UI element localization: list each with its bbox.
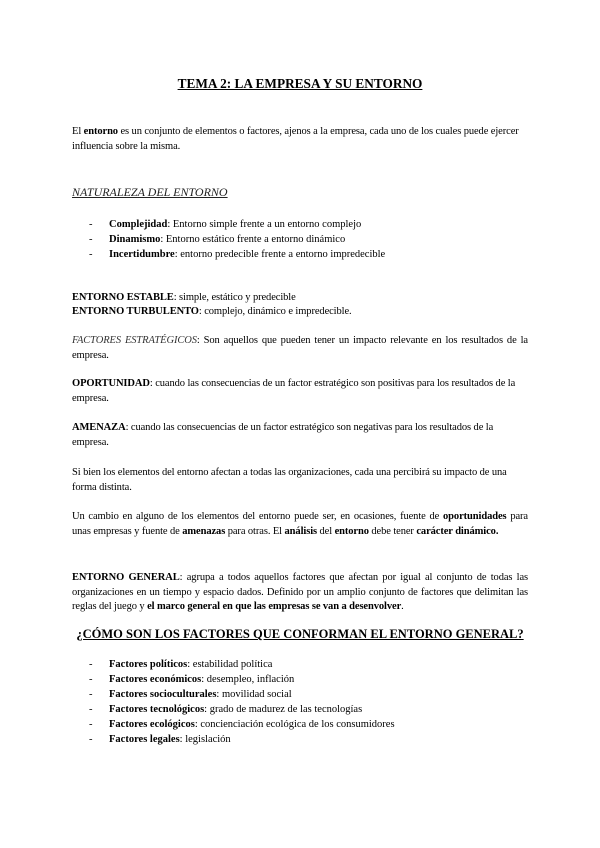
- list-item: [89, 732, 529, 747]
- cambio-text: para unas empresas y fuente de: [72, 511, 528, 537]
- item-term: Factores socioculturales: [109, 689, 217, 700]
- item-term: Factores ecológicos: [109, 719, 195, 730]
- si-bien-paragraph: Si bien los elementos del entorno afectan a todas las organizaciones, cada una percibirá su impacto de una forma distinta.: [72, 467, 507, 493]
- factores-estrategicos-paragraph: [72, 334, 528, 363]
- item-desc: : concienciación ecológica de los consumidores: [194, 719, 395, 730]
- oportunidad-term: OPORTUNIDAD: [72, 378, 150, 389]
- oportunidades-term: oportunidades: [443, 511, 507, 522]
- item-desc: : entorno predecible frente a entorno impredecible: [174, 249, 386, 260]
- item-term: Factores económicos: [109, 674, 202, 685]
- amenaza-desc: : cuando las consecuencias de un factor estratégico son negativas para los resultados de la empresa.: [72, 422, 494, 448]
- amenazas-term: amenazas: [182, 525, 226, 537]
- item-term: Complejidad: [109, 219, 168, 230]
- intro-paragraph: [72, 125, 528, 154]
- oportunidad-desc: : cuando las consecuencias de un factor estratégico son positivas para los resultados de la empresa.: [72, 378, 516, 404]
- item-desc: : estabilidad política: [187, 659, 273, 670]
- estable-line: [72, 291, 528, 306]
- item-term: Dinamismo: [109, 234, 161, 245]
- amenaza-paragraph: [72, 421, 528, 450]
- intro-term: entorno: [83, 126, 118, 137]
- list-item: [89, 717, 529, 732]
- factores-list: [89, 657, 529, 747]
- item-desc: : legislación: [179, 734, 231, 745]
- item-term: Factores tecnológicos: [109, 704, 205, 715]
- cambio-text: del: [317, 525, 335, 537]
- list-item: [89, 217, 529, 232]
- entorno-general-term: ENTORNO GENERAL: [72, 572, 180, 583]
- intro-text-pre: El: [72, 126, 84, 137]
- marco-general-term: el marco general en que las empresas se van a desenvolver: [147, 601, 402, 612]
- analisis-term: análisis: [284, 525, 317, 537]
- estable-term: ENTORNO ESTABLE: [72, 292, 174, 303]
- item-desc: : Entorno simple frente a un entorno complejo: [167, 219, 362, 230]
- cambio-text: debe tener: [368, 525, 417, 537]
- cambio-text: para otras. El: [225, 525, 285, 537]
- naturaleza-heading: NATURALEZA DEL ENTORNO: [72, 185, 228, 199]
- list-item: [89, 657, 529, 672]
- caracter-dinamico-term: carácter dinámico.: [416, 525, 499, 537]
- item-desc: : grado de madurez de las tecnologías: [204, 704, 363, 715]
- list-item: [89, 687, 529, 702]
- naturaleza-list: [89, 217, 529, 262]
- factores-estrategicos-term: FACTORES ESTRATÉGICOS: [72, 335, 197, 346]
- item-term: Incertidumbre: [109, 249, 175, 260]
- oportunidad-paragraph: [72, 377, 528, 406]
- item-term: Factores políticos: [109, 659, 188, 670]
- list-item: [89, 247, 529, 262]
- intro-text-post: es un conjunto de elementos o factores, ajenos a la empresa, cada uno de los cuales puede ejercer influencia sobre la misma.: [72, 126, 519, 152]
- entorno-general-paragraph: [72, 571, 528, 615]
- estable-desc: : simple, estático y predecible: [173, 292, 296, 303]
- list-item: [89, 232, 529, 247]
- entorno-term: entorno: [334, 525, 369, 537]
- item-desc: : desempleo, inflación: [201, 674, 295, 685]
- factores-estrategicos-desc: : Son aquellos que pueden tener un impacto relevante en los resultados de la empresa.: [72, 335, 528, 361]
- factores-question-heading: ¿CÓMO SON LOS FACTORES QUE CONFORMAN EL ENTORNO GENERAL?: [76, 627, 524, 641]
- cambio-text: Un cambio en alguno de los elementos del entorno puede ser, en ocasiones, fuente de: [72, 511, 444, 522]
- item-desc: : movilidad social: [216, 689, 292, 700]
- turbulento-desc: : complejo, dinámico e impredecible.: [198, 306, 352, 317]
- entorno-general-text: : agrupa a todos aquellos factores que afectan por igual al conjunto de todas las organizaciones en un tiempo y espacio dados. Definido por un amplio conjunto de factores que delimitan las reglas del juego y: [72, 572, 528, 612]
- page-title: TEMA 2: LA EMPRESA Y SU ENTORNO: [177, 76, 423, 91]
- item-desc: : Entorno estático frente a entorno dinámico: [160, 234, 346, 245]
- list-item: [89, 672, 529, 687]
- list-item: [89, 702, 529, 717]
- item-term: Factores legales: [109, 734, 180, 745]
- turbulento-line: [72, 305, 528, 320]
- cambio-paragraph: [72, 510, 528, 539]
- amenaza-term: AMENAZA: [72, 422, 126, 433]
- turbulento-term: ENTORNO TURBULENTO: [72, 306, 199, 317]
- entorno-general-text: .: [401, 601, 404, 612]
